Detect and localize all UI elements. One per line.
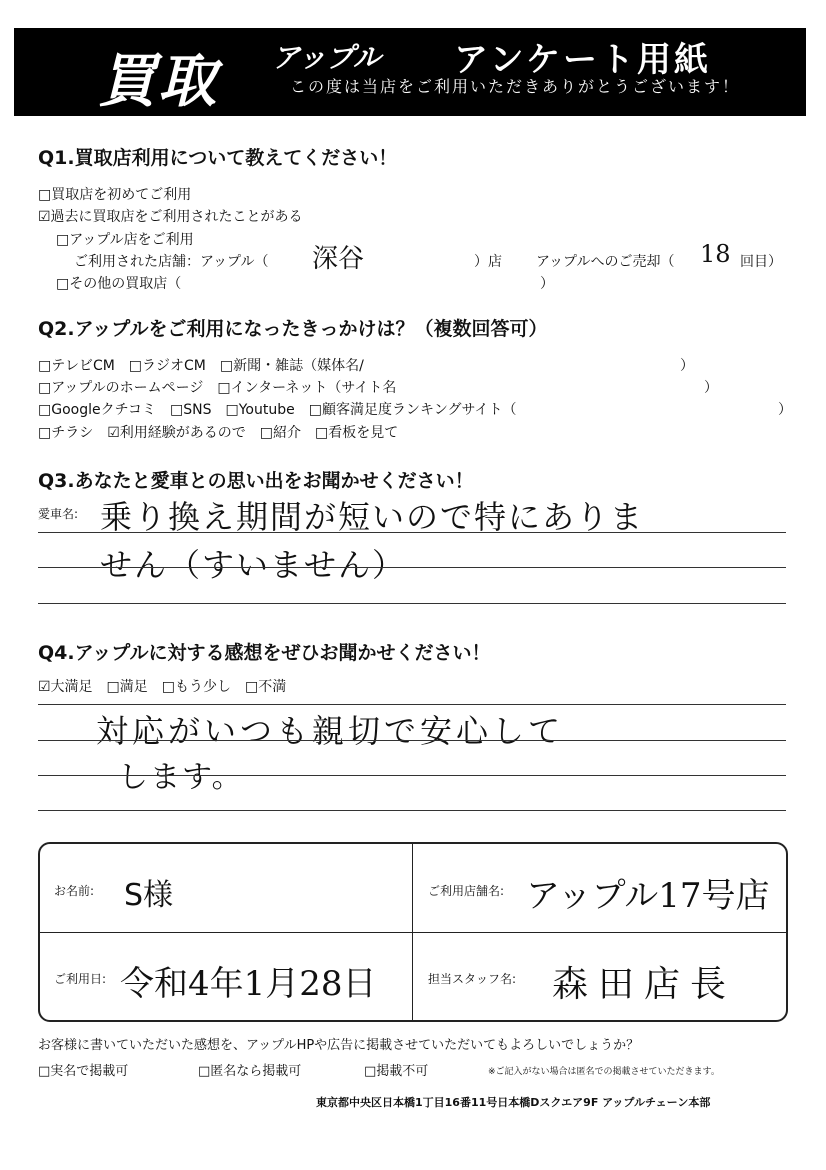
q1-option-other[interactable]: □その他の買取店（ xyxy=(56,276,182,292)
store-label: ご利用店舗名: xyxy=(428,884,505,898)
q4-options[interactable]: ☑大満足 □満足 □もう少し □不満 xyxy=(38,679,287,695)
info-divider-horizontal xyxy=(40,932,786,933)
header-banner xyxy=(14,28,806,116)
store-value-handwritten: アップル17号店 xyxy=(526,876,770,916)
q2-row-3-end: ） xyxy=(778,402,792,418)
q1-title: Q1.買取店利用について教えてください！ xyxy=(38,147,398,169)
q4-answer-line-2: します。 xyxy=(118,760,244,795)
thanks-subtitle: この度は当店をご利用いただきありがとうございます！ xyxy=(290,77,741,96)
q3-line-3 xyxy=(38,603,786,604)
q4-line-2 xyxy=(38,740,786,741)
staff-label: 担当スタッフ名: xyxy=(428,972,517,986)
q1-store-handwritten: 深谷 xyxy=(312,244,365,274)
q4-answer-line-1: 対応がいつも親切で安心して xyxy=(96,712,565,750)
q1-option-other-end: ） xyxy=(540,276,554,292)
publish-real-name-option[interactable]: □実名で掲載可 xyxy=(38,1064,129,1079)
q2-row-1-end: ） xyxy=(680,358,694,374)
q1-store-label: ご利用された店舗：アップル（ xyxy=(74,254,269,270)
q1-option-first-time[interactable]: □買取店を初めてご利用 xyxy=(38,187,192,203)
q2-row-3[interactable]: □Googleクチコミ □SNS □Youtube □顧客満足度ランキングサイト（ xyxy=(38,402,517,418)
publish-consent-question: お客様に書いていただいた感想を、アップルHPや広告に掲載させていただいてもよろしいでしょうか？ xyxy=(38,1038,640,1053)
date-label: ご利用日: xyxy=(54,972,107,986)
survey-title: アンケート用紙 xyxy=(454,40,711,80)
name-value: S様 xyxy=(124,878,174,913)
publish-not-allowed-option[interactable]: □掲載不可 xyxy=(364,1064,429,1079)
q2-row-2[interactable]: □アップルのホームページ □インターネット（サイト名 xyxy=(38,380,397,396)
q3-line-2 xyxy=(38,567,786,568)
name-label: お名前: xyxy=(54,884,95,898)
staff-value-handwritten: 森田店長 xyxy=(552,964,737,1005)
company-address: 東京都中央区日本橋1丁目16番11号日本橋Dスクエア9F アップルチェーン本部 xyxy=(316,1096,711,1109)
q1-count-handwritten: 18 xyxy=(700,240,731,268)
q3-answer-line-1: 乗り換え期間が短いので特にありま xyxy=(100,498,645,536)
customer-info-box xyxy=(38,842,788,1022)
q2-row-4[interactable]: □チラシ ☑利用経験があるので □紹介 □看板を見て xyxy=(38,425,399,441)
q3-answer-line-2: せん（すいません） xyxy=(100,546,407,584)
q2-row-2-end: ） xyxy=(704,380,718,396)
q2-title: Q2.アップルをご利用になったきっかけは？（複数回答可） xyxy=(38,318,548,340)
q3-car-label: 愛車名: xyxy=(38,507,79,521)
q1-store-suffix: ）店 xyxy=(474,254,502,270)
q3-line-1 xyxy=(38,532,786,533)
q4-line-1 xyxy=(38,704,786,705)
publish-anonymous-option[interactable]: □匿名なら掲載可 xyxy=(198,1064,302,1079)
q1-option-apple-store[interactable]: □アップル店をご利用 xyxy=(56,232,194,248)
q2-row-1[interactable]: □テレビCM □ラジオCM □新聞・雑誌（媒体名/ xyxy=(38,358,364,374)
q4-line-3 xyxy=(38,775,786,776)
q1-count-suffix: 回目） xyxy=(740,254,782,270)
q1-count-label: アップルへのご売却（ xyxy=(536,254,675,270)
date-value-handwritten: 令和4年1月28日 xyxy=(120,964,377,1004)
q4-title: Q4.アップルに対する感想をぜひお聞かせください！ xyxy=(38,642,491,664)
publish-note: ※ご記入がない場合は匿名での掲載させていただきます。 xyxy=(488,1067,720,1077)
q4-line-4 xyxy=(38,810,786,811)
apple-logo: アップル xyxy=(272,41,381,74)
q1-option-used-before[interactable]: ☑過去に買取店をご利用されたことがある xyxy=(38,209,303,225)
kaitori-heading: 買取 xyxy=(98,47,219,115)
q3-title: Q3.あなたと愛車との思い出をお聞かせください！ xyxy=(38,470,474,492)
